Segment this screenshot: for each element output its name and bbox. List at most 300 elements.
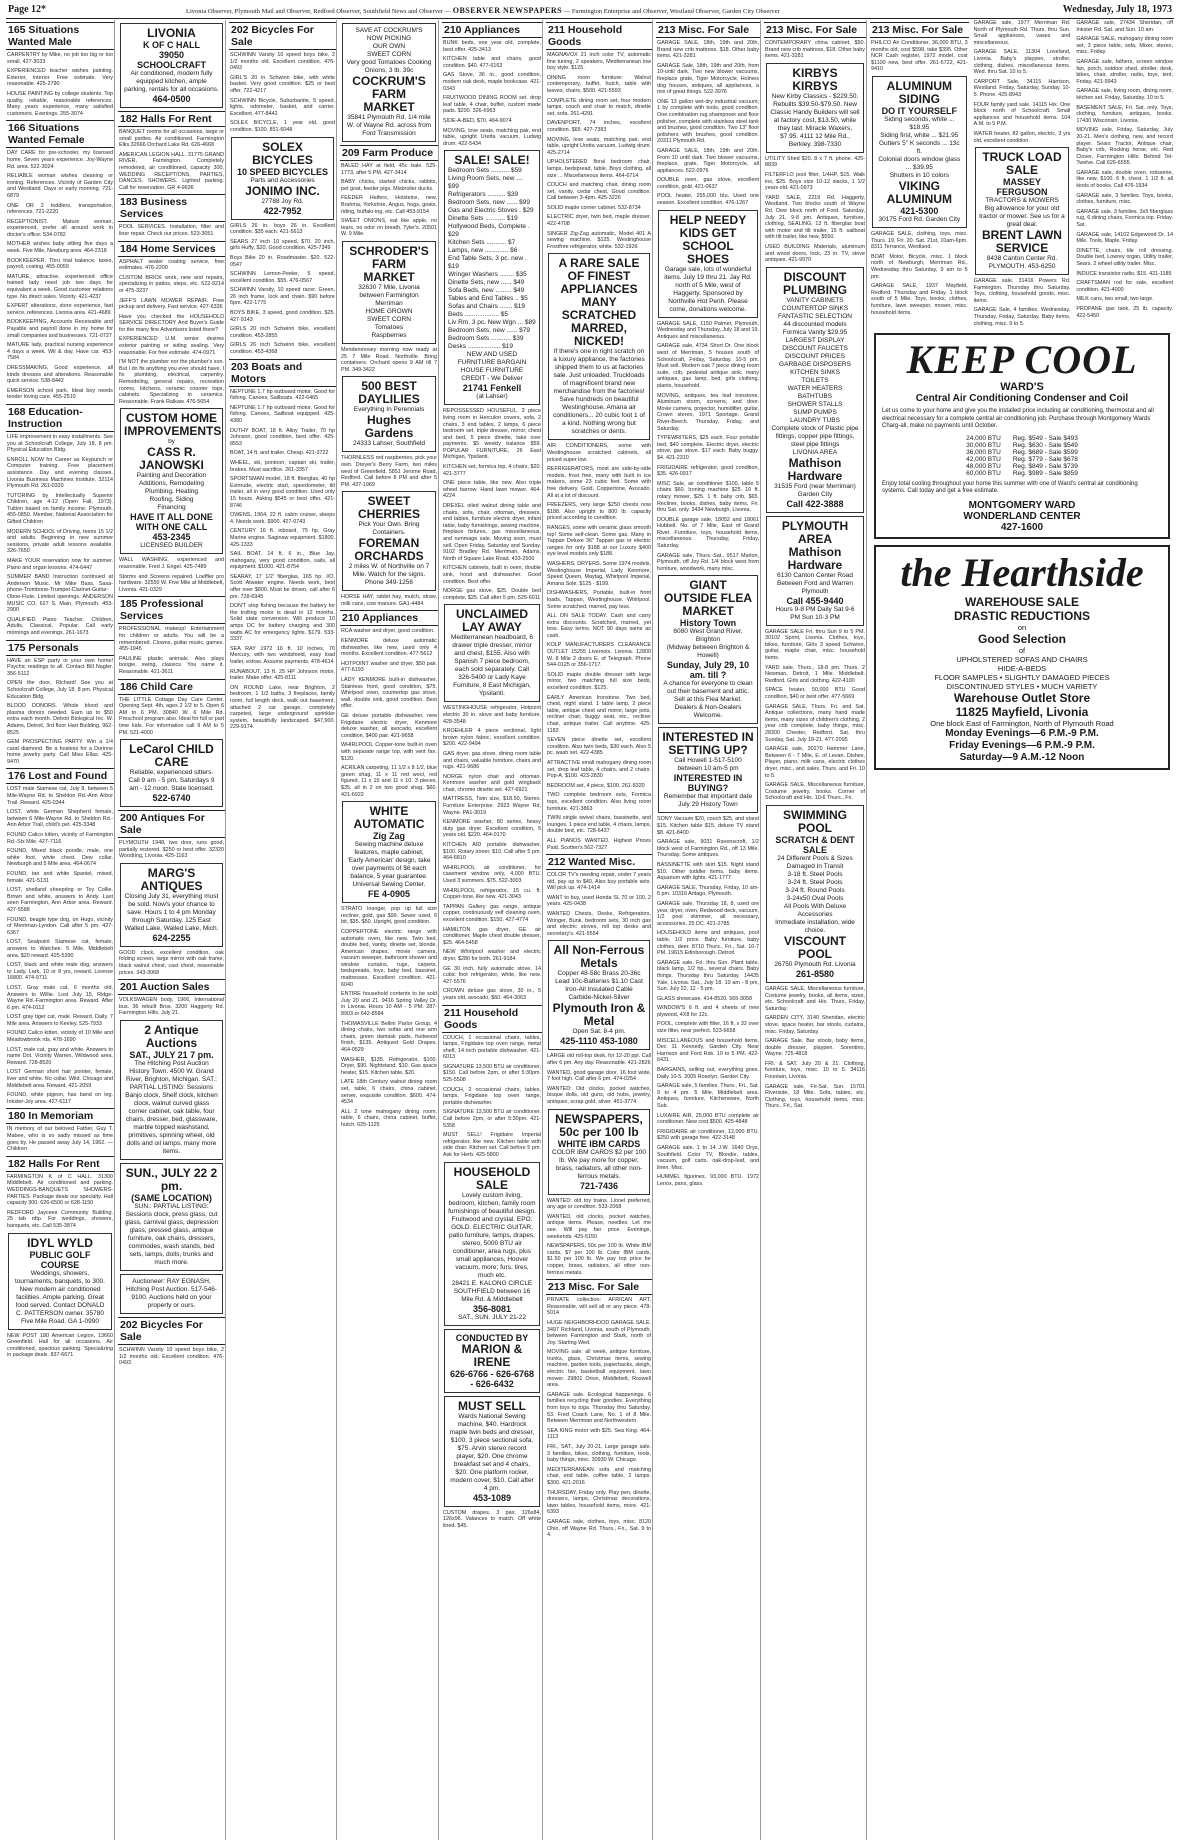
display-ad-title: SOLEX BICYCLES	[252, 139, 313, 167]
display-ad-line: Siding seconds, white ... $18.95	[884, 115, 955, 131]
classified-ad: BUNK beds, one year old, complete, best offer. 425-3413	[443, 40, 541, 53]
display-ad-address: 35841 Plymouth Rd. 1/4 mile W. of Wayne Rd. across from Ford Transmission	[346, 114, 432, 137]
display-ad-by: by	[168, 438, 175, 446]
display-ad	[342, 23, 436, 142]
classified-ad: GARAGE SALE, 18th, 19th and 20th. From 10 until dark. Two blower vacuums, fireplace, grate, Tiger Motorcycle, all appliances. 522-0976	[657, 147, 759, 174]
display-ad-line1: CONDUCTED BY	[455, 1332, 529, 1343]
classified-ad: ONE OR 2 toddlers, transportation, references. 721-2220	[7, 202, 113, 216]
hearthside-line4: Good Selection	[977, 631, 1066, 646]
classified-ad: GIRLS 20 inch Schwinn bike, excellent condition. 453-2855	[230, 326, 335, 339]
display-ad-text: If there's one in right scratch on a luxury appliance, the factories shipped them to us at factories sale. Just unloaded. Truckloads of magnificent brand new merchandise from the factories! Save hundreds on beautiful Westinghouse, Amana air conditioners... 20 cubic foot 1 of a kind. Nothing wrong but scratches or dents.	[553, 348, 645, 436]
classified-ad: FOUND Calico kitten, vicinity of Farmington Rd.-Six Mile. 427-7116	[7, 832, 113, 845]
display-ad-phone: 522-6740	[152, 793, 191, 804]
classified-ad: REFRIGERATORS, most are side-by-side models, frost free, many with built in ice makers, some 23 cubic feet. Some with free delivery. Gold, Coppertone, Avocado. All at a lot of discount.	[547, 466, 651, 499]
display-ad	[444, 1329, 540, 1393]
classified-ad: UPHOLSTERED floral bedroom chair, lamps, bedspread, table, Boys clothing, all size ... Miscellaneous items. 464-6714	[547, 159, 651, 179]
display-ad	[120, 1020, 223, 1160]
display-ad	[766, 516, 864, 626]
display-ad-line: Gutters 5" K seconds ... 13c ft.	[878, 139, 960, 155]
classified-ad: GARAGE sale, Thursday 18, 8, used ore year, dryer, oven, Redwood deck, vacuum, 1/2 pool skimmer, all necessary, accessories. 25 DC. 421-2785	[657, 900, 759, 927]
classified-ad: AMERICAN LEGION HALL. 31775 GRAND RIVER, Farmington. Completely remodeled, air conditioned, capacity 300. WEDDING RECEPTIONS, PARTIES, DANCES, SHOWERS. Lighted parking. Call for reservation. GR 4-9636	[119, 151, 224, 191]
display-ad-phone: 261-8580	[795, 968, 835, 979]
display-ad-store: LIVONIA AREA	[792, 448, 838, 456]
classified-ad: GARAGE sale, 30270 Hammer Lane, Between 6 - 7 Mile, E. of Levan. Dishes, Player, piano, milk cans, electric clothes dryer, misc., and sales, Thurs. and Fri. 10 to 5.	[765, 746, 865, 779]
display-ad-phone: 721-7436	[579, 1180, 619, 1191]
classified-ad: FRIGIDAIRE air conditioner, 12,000 BTU. $250 with garage free. 422-3148	[657, 1128, 759, 1142]
display-ad	[120, 863, 223, 947]
display-ad-phone: 453-1089	[472, 1492, 512, 1503]
display-ad-title: All Non-Ferrous Metals	[553, 943, 645, 971]
classified-ad: MOTHER wishes baby sitting five days a week. Five Mile, Newburg area. 464-2318	[7, 241, 113, 255]
section-header: 211 Household Goods	[442, 1005, 542, 1033]
classified-ad: DISHWASHERS, Portable, built-in front loads, Tappan, Westinghouse. Whirlpool. Some scratched, marred, pay less.	[547, 590, 651, 610]
display-ad-line: 3-24 ft. Round Pools	[785, 886, 845, 894]
sale-list-item: Living Room Sets, new .... $99	[448, 175, 524, 191]
display-ad-call: Call Howell 1-517-5100 between 10 am-5 pm	[674, 757, 742, 773]
hearthside-line5: of	[1018, 645, 1026, 655]
classified-ad: WINDOW'S 6 ft. and 4 sheets of new plywood, 4X8 for 12c.	[657, 1005, 759, 1018]
keep-cool-store: WARD'S	[1000, 381, 1044, 394]
classified-ad: SINGER Zig-Zag automatic, Model 401 A sewing machine, $125. Westinghouse Frostfree refrigerator, white. 532-1926	[547, 230, 651, 250]
hearthside-ad	[874, 545, 1170, 770]
classified-ad: FOUND, tan and white Spaniel, mixed, female. 421-5131	[7, 871, 113, 884]
display-ad-name: Mathison Hardware	[787, 544, 843, 572]
sale-list-item: Wringer Washers ........ $35	[448, 271, 527, 279]
column-1	[6, 20, 115, 1840]
display-ad-line: SWEET CORN	[367, 51, 411, 58]
keep-cool-headline: KEEP COOL	[906, 337, 1138, 383]
display-ad-phone: 356-8081	[472, 1303, 512, 1314]
classified-ad: TWIN single swivel chairs, bassinette, and lounges. 1 piece end table, 4 chairs, lamps, double bed, etc. 728-6437	[547, 815, 651, 835]
display-ad-line: LAUNDRY TUBS	[790, 416, 840, 424]
classified-ad: DREXEL oiled walnut dining table and chairs, sofa, chair, ottoman, dressers, end tables, furniture electric dryer, infant table, baby furnishings, sewing machine, fireplace fixtures, gas miscellaneous, and rummage sale. Moving soon, must sell. Open Friday, Saturday and Sunday. 9102 Bradley Rd. Merriman, Adams, North of Square Lake Road. 433-2500	[443, 503, 541, 562]
display-ad-text: Sewing machine deluxe features, maple cabinet, 'Early American' design, take over payments of $6 each balance, 5 year guarantee. Universal Sewing Center.	[347, 841, 431, 889]
classified-ad: KITCHEN table and chairs, good condition. $40. 477-6163	[443, 56, 541, 69]
classified-ad: FOUND Calico kitten, vicinity of 10 Mile and Meadowbrook rds. 478-1690	[7, 1030, 113, 1044]
column-2	[118, 20, 226, 1840]
classified-ad: FRI. & SAT. July 20 & 21. Clothing, furniture, toys, misc. 10 to 5. 34116 Fountain, Livonia.	[765, 1060, 865, 1081]
sale-list-item: Sofas and Chairs ....... $19	[448, 303, 525, 311]
section-header: 202 Bicycles For Sale	[229, 22, 336, 50]
section-header: 213 Misc. For Sale	[546, 1279, 652, 1295]
classified-ad: KITCHEN set, formica top, 4 chairs, $20. 421-3777	[443, 464, 541, 477]
display-ad	[444, 1396, 540, 1507]
display-ad-title: LeCarol CHILD CARE	[129, 742, 214, 770]
page-number: Page 12*	[8, 4, 47, 15]
display-ad-name: Mathison Hardware	[787, 455, 843, 483]
classified-ad: SCHWINN Varsity 10 speed boys bike, 2 1/2 months old. Excellent condition. 476-0493	[230, 52, 335, 72]
hearthside-line10: Warehouse Outlet Store	[953, 690, 1091, 705]
classified-ad: TYPEWRITERS, $25 each. Four portable bed, $40 complete. Electric dryer, electric stove, gas stove. $17 each. Baby buggy. $4. 421-2310	[657, 435, 759, 461]
classified-ad: WANTED, old clocks, pocket watches, antique items. Please, needles. Let me see. Will pay fair price. Evenings, weekends. 425-5150	[547, 1213, 651, 1240]
display-ad-title: MARG'S ANTIQUES	[140, 865, 203, 893]
classified-ad: HAVE an ESP party in your own home! Psychic readings to all. Contact Bill Nagler. 356-5112	[7, 657, 113, 677]
display-ad-line: Financing	[157, 504, 186, 512]
display-ad-phones: 425-1110 453-1080	[560, 1036, 638, 1047]
classified-ad: MOVING sale: all week, antique furniture, trunks, glass, Christmas items, sewing machine, garden tools, paperbacks, sleigh, electric fan, basketball equipment, lawn mower. 29801 Orion, Middlebelt, Roswell area.	[547, 1349, 651, 1389]
display-ad-address: 32630 7 Mile, Livonia between Farmington Merriman	[358, 283, 420, 307]
price-row	[960, 470, 1084, 477]
column-8	[764, 20, 867, 1840]
classified-ad: GARAGE SALE, mahogany dining room set, 3 piece table, sofa, Mixer, stereo, misc. Friday.	[1076, 36, 1173, 56]
classified-ad: LOST, Sealpoint Siamese cat, female, answers to Watchee. 5 Mile, Middlebelt area. $20 reward. 425-5390	[7, 939, 113, 959]
classified-ad: GARAGE sale, 3 families. Toys, books, clothes, furniture, misc.	[1076, 192, 1173, 206]
classified-ad: SEARAY, 17 1/2' fiberglas, 165 hp. I/O, Scott Atwater engine. Needs work, best offer over $800. Must be driven, call after 6 pm. 728-6945	[230, 573, 335, 600]
classified-ad: VOLKSWAGEN body, 1966, International bus. 36 rebuilt Bros. 3200 Haggerty Rd. Farmington Hills. July 21.	[119, 997, 224, 1017]
keep-cool-ad	[874, 333, 1170, 539]
keep-cool-location: WONDERLAND CENTER	[963, 510, 1081, 522]
display-ad-sub: SCRATCH & DENT SALE	[775, 834, 855, 855]
section-header: 211 Household Goods	[546, 22, 652, 50]
classified-ad: PRIVATE collection: AFRICAN ART. Reasonable, will sell all or any piece. 478-5014	[547, 1297, 651, 1317]
section-header: 185 Professional Services	[118, 596, 225, 624]
classified-ad: SIGNATURE 13,500 BTU air conditioner, $150. Call before 2pm, or after 5:30pm. 525-5508	[443, 1063, 541, 1084]
classified-ad: GARAGE sale, 5 families. Thurs., Fri., Sat. 9 to 4 pm. 5 Mile, Middlebelt area. Antiques, furniture, Kitchenware, North Sub.	[657, 1083, 759, 1109]
display-ad-name: COCKRUM'S FARM MARKET	[352, 74, 426, 114]
price-cell: Reg. $779 - Sale $678	[1012, 455, 1078, 463]
display-ad-text: SUN.: PARTIAL LISTING: Sessions clock, press glass, cut glass, carnival glass, depression glass, pressed glass, antique furniture, oak chairs, dressers, commodes, wash stands, bed sets, lamps, dolls, trunks and much more.	[124, 1203, 219, 1267]
column-7	[656, 20, 761, 1840]
price-cell: 36,000 BTU	[966, 448, 1001, 456]
keep-cool-body: Let us come to your home and give you the installed price including air conditioning, thermostat and all electrical necessary for a complete central air conditioning job. Purchase through Montgomery Wards Charg-all, make no payments until October.	[882, 408, 1154, 430]
hearthside-line11: 11825 Mayfield, Livonia	[955, 704, 1089, 719]
display-ad-title: SWEET CHERRIES	[357, 494, 420, 522]
classified-ad: GARAGE sale, 31416 Powers Rd. Farmington. Thursday thru Saturday. Toys, clothing, household goods, misc. items.	[973, 278, 1071, 304]
display-ad	[548, 940, 650, 1050]
classified-ad: SEVEN piece dinette set, excellent condition. Also twin beds, $30 each. Also 5 pc. wash set. 422-4385	[547, 737, 651, 757]
display-ad-title: INTERESTED IN SETTING UP?	[662, 730, 754, 758]
display-ad-line: 3-24x50 Oval Pools	[786, 894, 844, 902]
classified-ad: MISC Sale, air conditioner $100, table 5 chairs $60. Ironing machine $25. 10 ft. rotary mower, $25. 1 ft. baby crib, $65. Recliner, books, dishes, baby items, Fri. thru Sat. only. 3434 Newburgh, Livonia.	[657, 480, 759, 514]
classified-ad: WANTED Chests, Desks, Refrigerators, Wringer, Bunk, bedroom sets, 30 inch gas and electric stoves, roll top desks and secretary's. 421-5554	[547, 911, 651, 937]
classified-ad: SEA RAY 1972 16 ft. 10 inches, 70 Mercury, with two windshield, easy load trailer, extras. Assume payments. 478-4614	[230, 645, 335, 665]
display-ad	[975, 147, 1070, 275]
column-4	[340, 20, 439, 1840]
display-ad-line: KITCHEN SINKS	[790, 368, 840, 376]
classified-ad: LOST German short hair pointer, female, liver and white. No collar. Wild. Chicago and Middlebelt area. Reward. 421-2059	[7, 1069, 113, 1089]
section-header: 200 Antiques For Sale	[118, 810, 225, 838]
display-ad-title: A RARE SALE OF FINEST APPLIANCES MANY SCRATCHED MARRED, NICKED!	[558, 256, 640, 349]
classified-ad: LADY KENMORE built-in dishwasher, Stainless front, good condition, $75. Whirlpool oven, countertop gas stove, wall, double sink, good condition. Best offer.	[341, 677, 437, 710]
classified-ad: WASHERS, DRYERS. Some 1974 models, Westinghouse Imperial, Lady Kenmore, Speed Queen, Maytag, Whirlpool Imperial, Amana Sole. $125 - $199.	[547, 560, 651, 587]
section-header: 210 Appliances	[442, 22, 542, 38]
display-ad-phone: 422-7952	[263, 205, 302, 216]
display-ad-dates: SAT., SUN. JULY 21-22	[458, 1313, 526, 1321]
classified-ad: ONE piece table, like new. Also triple wheel barrow. Hand lawn mower. 464-4224	[443, 480, 541, 500]
classified-ad: GARAGE SALE Fri. thru Sun 9 to 5 PM. 30102 Sprint, Livonia. Clothes, toys, bikes, furniture, Girls 3 speed Schwinn, guitar, maple chair, misc. household items.	[765, 628, 865, 662]
classified-ad: WESTINGHOUSE refrigerator, Hotpoint electric 30 in. stove and baby furniture. 428-3548	[443, 705, 541, 725]
classified-ad: MOVING sale, Friday, Saturday, July 20-21. Men's clothing, new, and record player. Sears Tractor, Antique chair, Baby's crib, Rocking horse, etc. Red Clover, Farmington Hills. Behind Tel-Twelve. Call 626-6555.	[1076, 127, 1173, 167]
classified-ad: UTILITY Shed $20. 8 x 7 ft. phone. 425-8839	[765, 155, 865, 169]
classified-ad: MISCELLANEOUS and household items, Dec 11 Kennedy, Garden City. Near Harrison and Ford Rds. 10 to 5 PM. 422-6431	[657, 1037, 759, 1064]
display-ad-phone: Call 422-3888	[786, 498, 844, 509]
classified-ad: MATURE lady, practical nursing experience 4 days a week. Wil & day. Have car. 453-7584	[7, 342, 113, 362]
classified-ad: RANGES, some with ceramic glass smooth top! Some self-clean. Some gas. Many in Tappan Deluxe 36" Tappan gas or electric ranges for only $188 at our Luxury $400 eye level models only $188.	[547, 524, 651, 558]
hearthside-hours-3: Saturday—9 A.M.-12 Noon	[959, 751, 1085, 763]
classified-ad: DOUBLE oven, gas stove, excellent condition, gold. 421-0637	[657, 177, 759, 190]
column-9-listings	[870, 20, 1174, 327]
classified-ad: FRI., SAT., July 20-21. Large garage sale. 3 families, bikes, clothing, furniture, tools, baby things, misc. 30930 W. Chicago.	[547, 1444, 651, 1464]
classified-ad: GE deluxe portable dishwasher, new Frigidaire electric dryer, Kenmore deluxe washer, all avocado, excellent condition, $400 pair. 421-9658	[341, 713, 437, 739]
display-ad-address: 6080 West Grand River, Brighton	[673, 628, 743, 644]
classified-ad: RELIABLE woman wishes cleaning or ironing. References. Vicinity of Garden City and Westland. Days or early morning. 721-6879	[7, 173, 113, 199]
display-ad-name: JONIMO INC.	[245, 183, 320, 198]
classified-ad: ASPHALT sealer coating service, free estimates. 476-2200	[119, 258, 224, 272]
classified-ad: SIGNATURE 13,500 BTU air conditioner. Call before 2pm, or after 5:30pm. 421-5358	[443, 1109, 541, 1129]
classified-ad: WANTED: old toy trains. Lionel preferred, any age or condition. 533-2068	[547, 1197, 651, 1211]
price-cell: 42,000 BTU	[966, 455, 1001, 463]
price-cell: Reg. $849 - Sale $739	[1012, 462, 1078, 470]
classified-ad: GARAGE sale, living room, dining room, kitchen set. Friday, Saturday. 10 to 5.	[1076, 88, 1173, 101]
classified-ad: FOUND, Mixed black poodle, male, one white foot, white chest. Dew collar. Newburgh and 5 Mile area. 464-0674	[7, 848, 113, 868]
display-ad-line: Formica Vanity $29.95	[782, 328, 848, 336]
classified-ad: RECEPTIONIST. Mature woman, experienced, prefer all around work in doctor's office. 534-0782	[7, 218, 113, 238]
display-ad-text: (Midway between Brighton & Howell)	[666, 644, 750, 660]
sale-list-note: (at Lahser)	[476, 393, 508, 401]
classified-ad: GAS Stove, 36 in., good condition, modern oak desk, maple bookcase. 421-0343	[443, 72, 541, 92]
display-ad-address: 27788 Joy Rd.	[261, 197, 304, 205]
column-5	[442, 20, 543, 1840]
classified-ad: Have you checked the HOUSEHOLD SERVICE DIRECTORY And Buyer's Guide for the many fine Advertisers listed there?	[119, 313, 224, 333]
classified-ad: ATTRACTIVE small mahogany dining room set, drop leaf table, 4 chairs, and 2 chairs. Pop-A. $100. 423-2830	[547, 759, 651, 780]
classified-ad: RCA washer and dryer, good condition.	[341, 628, 435, 635]
classified-ad: LOST, shetland sheepdog or Toy Collie. Brown and white, answers to Andy. Last seen Farmington, Ann Arbor area. Reward. 427-5588	[7, 887, 113, 913]
classified-ad: FOUND, beagle type dog, on Hugo, vicinity of Merriman-Lyndon. Call after 5 pm. 427-6367	[7, 916, 113, 936]
classified-ad: COUCH, 1 occasional chairs, tables, lamps, Frigidaire top oven range, metal shelf, 14 inch portable dishwasher. 421-6013	[443, 1034, 541, 1061]
display-ad	[658, 727, 758, 813]
classified-ad: GARAGE sale, 1 to 14 J.W. 1640 Orys, Southfield. Color TV, Blondie, tables, vacuum, golf carts, oak-drop-leaf, and linen. Misc.	[657, 1144, 759, 1171]
section-header: 183 Business Services	[118, 194, 225, 222]
display-ad-text: Reliable, experienced sitters. Call 9 am - 5 pm, Saturdays 9 am - 12 noon. State licensed.	[128, 769, 215, 793]
column-3	[229, 20, 337, 1840]
display-ad-line: FANTASTIC SELECTION	[778, 312, 852, 320]
classified-ad: LOST, black and white male dog, answers to Lady, Lark, 10 or 8 yrs, reward. License 16800. 474-9711	[7, 962, 113, 982]
classified-ad: DUTHY BOAT, 18 ft. Alloy Trailer, 70 hp Johnson, good condition, best offer. 425-8553	[230, 427, 335, 447]
hearthside-line1: WAREHOUSE SALE	[964, 594, 1079, 609]
classified-ad: ELECTRIC dryer, twin bed, maple dresser. 422-4708	[547, 214, 651, 228]
display-ad	[8, 1233, 112, 1330]
sale-list-item: Desks .................. $19	[448, 343, 514, 351]
classified-ad: GOOD clock, excellent condition, oak folding screen, large mirror with oak frame, black walnut chest, cast chest, reasonable prices. 343-3068	[119, 949, 224, 976]
display-ad-text: Very good Tomatoes Cooking Onions, 3 lb. 39c	[346, 59, 432, 74]
sale-list-item: Bedroom Sets .......... $59	[448, 167, 522, 175]
classified-ad: BARGAINS, selling out, everything goes. Daily 10-5. 2005 Roselyn, Garden City.	[657, 1067, 759, 1080]
display-ad	[766, 267, 864, 513]
display-ad-text: Air conditioned, modern fully equipped kitchen, ample parking, rentals for all occasions.	[124, 70, 219, 93]
classified-ad: MATTRESS, Twin size, $18.50, Stereo. Furniture Enterprise. 2923 Wayne Rd, Wayne. PA1-3019	[443, 796, 541, 816]
price-row	[960, 435, 1084, 442]
display-ad-line: BATHTUBS	[797, 392, 833, 400]
display-ad-text: Big allowance for your old tractor or mower. See us for a great deal.	[979, 205, 1065, 229]
section-header: 212 Wanted Misc.	[546, 854, 652, 870]
sale-list-item: Hollywood Beds, Complete . $29	[448, 223, 530, 239]
display-ad-hours: Open Sat. 8-4 pm.	[572, 1028, 626, 1036]
classified-ad: DINETTE, chairs, tile roll dressing. Double bed, Lowrey organ, Utility trailer, Sears. 2 wheel utility trailer. Misc.	[1076, 247, 1173, 267]
price-cell: Reg. $549 - Sale $493	[1012, 434, 1078, 442]
classified-ad: WHIRLPOOL Copper-tone built-in oven with separate range top, with vent fan. $120.	[341, 742, 437, 762]
keep-cool-price-table	[960, 435, 1084, 477]
classified-ad: MOVING, love seats, matching pair, end table, upright Uretta vacuum, Ludwig drum. 425-2714	[547, 136, 651, 156]
display-ad-line: Plumbing, Heating	[144, 488, 199, 496]
keep-cool-phone: 427-1600	[1000, 521, 1044, 533]
classified-ad: THORNLESS red raspberries, pick your own. Dreyer's Berry Farm, two miles west of Greenfield. 5851 Jerome Road, Redford. Call before 8 PM and after 5 PM. 437-1969	[341, 455, 437, 488]
price-cell: 30,000 BTU	[966, 441, 1001, 449]
classified-ad: WALL WASHING, experienced and reasonable. Fred J. Engel. 425-7489	[119, 557, 224, 570]
display-ad	[120, 408, 223, 554]
classified-ad: WHIRLPOOL air conditioner, for casement window only, 4,000 BTU. Used 3 summers. $75. 522-3003	[443, 864, 541, 884]
section-header: 213 Misc. For Sale	[656, 22, 760, 38]
display-ad-title: SCHRODER'S FARM MARKET	[349, 243, 429, 284]
price-cell: Reg. $989 - Sale $859	[1012, 469, 1078, 477]
classified-ad: SCHWINN Lemon-Peeler, 5 speed, excellent condition. $55. 476-0567	[230, 271, 335, 284]
classified-ad: GARDEN CITY, 3140 Sheridan, electric stove, space heater, bar stools, curtains, misc. Friday, Saturday.	[765, 1015, 865, 1035]
display-ad-name: MARION & IRENE	[461, 1341, 523, 1369]
classified-ad: SUMMER BAND Instruction continued at Anderson Music. Mr Mike Bass, Saxa-phone-Trombone-Trumpet-Clarinet-Guitar-Oboe-Flute. Limited openings. ANDERSON MUSIC CO. 627 S. Main, Plymouth. 453-2900	[7, 574, 113, 614]
classified-ad: MAGNAVOX 21 inch color TV, automatic fine tuning, 2 speakers, Mediterranean low boy style. $125.	[547, 52, 651, 72]
classified-ad: SEARS 27 inch 10 speed, $70. 20 inch, girls Huffy, $20. Good condition. 425-7349	[230, 238, 335, 252]
classified-ad: GIRLS 26 in. boys 26 in. Excellent condition. $35 each. 421-5613	[230, 222, 335, 236]
price-cell: 60,000 BTU	[966, 469, 1001, 477]
classified-ad: IN memory of our beloved Father, Guy T. Mabee, who is so sadly missed as time goes by. He passed away July 14, 1962. — Children	[7, 1126, 113, 1153]
sale-list-item: Beds ................... $5	[448, 311, 508, 319]
classified-ad: BOYS BIKE, 3 speed, good condition. $25. 427-9143	[230, 310, 335, 323]
display-ad-title: 500 BEST DAYLILIES	[358, 379, 420, 407]
display-ad-line: 3-18 ft. Steel Pools	[787, 870, 843, 878]
classified-ad: BANQUET rooms for all occasions, large or small parties. Air conditioned. Farmington Elks 32666 Orchard Lake Rd. 626-4668	[119, 129, 224, 149]
display-ad	[342, 801, 436, 903]
classified-ad: MODERN SCHOOL of Driving, teens 15 1/2 and adults. Beginning in new summer sessions, private adult lessons available. 326-7650	[7, 528, 113, 555]
sale-list-item: End Table Sets, 3 pc. new . $19	[448, 255, 527, 271]
display-ad-line: 3-24 ft. Steel Pools	[787, 878, 843, 886]
classified-ad: POOL, complete with filter, 16 ft. x 32 over size filter, near perfect. 523-6658	[657, 1021, 759, 1035]
classified-ad: SCHWINN Varsity 10 speed boys bike, 2 1/2 months old. Excellent condition. 476-0493	[119, 1347, 224, 1367]
display-ad	[342, 491, 436, 591]
classified-ad: Mendenmosey morning now ready at 25 7 Mile Road. Northville. Bring containers. Orchard opens 9 AM till 7 PM. 349-3422	[341, 346, 437, 373]
sale-list-footer: NEW AND USED FURNITURE BARGAIN HOUSE FURNITURE CREDIT - We Deliver	[457, 351, 527, 383]
column-6	[546, 20, 653, 1840]
section-header: 182 Halls For Rent	[118, 111, 225, 127]
display-ad-title: DISCOUNT PLUMBING	[783, 269, 847, 297]
classified-ad: KOLP MANUFACTURERS CLEARANCE OUTLET 15255 Livernois. Livonia. 12800 W. 8 Mile 2 doors E. of Telegraph. Phone 544-0125 or 356-1717.	[547, 642, 651, 669]
classified-ad: GEM PROSPECTING PARTY. Win a 1/4 carat diamond. Be a hostess for a Dorinne home jewelry party. Call Miss Ellas. 425-9470	[7, 739, 113, 765]
classified-ad: SEA KING motor with $25. Sea King. 464-1113	[547, 1427, 651, 1441]
display-ad-line: TOILETS	[801, 376, 829, 384]
display-ad-line: Roofing, Siding	[149, 496, 194, 504]
publications-left: Livonia Observer, Plymouth Mail and Observer, Redford Observer, Southfield News and Observer —	[186, 8, 452, 15]
classified-ad: GAS dryer, gas stove, dining room table and chairs, valuable furniture, chairs and rugs. 421-9686	[443, 750, 541, 771]
display-ad-line: VANITY CABINETS	[786, 296, 844, 304]
display-ad	[120, 739, 223, 807]
display-ad-line: 24 Different Pools & Sizes	[777, 854, 853, 862]
sale-list-item: Kitchen Sets ........... $7	[448, 239, 516, 247]
display-ad-address: 30175 Ford Rd. Garden City	[878, 215, 961, 223]
classified-ad: KITCHEN cabinets, built in oven, double sink, hood and dishwasher. Good condition. Best offer.	[443, 565, 541, 585]
display-ad-name: CASS R. JANOWSKI	[139, 445, 204, 473]
section-header: 175 Personals	[6, 640, 114, 656]
classified-ad: GARAGE SALE, 11304 Loveland, Livonia. Baby's playpen, stroller, clothing, dishes, miscellaneous items. Wed. thru Sat. 10 to 5.	[973, 49, 1071, 76]
column-9	[870, 20, 1174, 1840]
display-ad-line: Painting and Decoration	[136, 472, 207, 480]
classified-ad: NORGE gas stove, $25. Double bed complete, $25. Call after 5 pm. 525-6011	[443, 588, 541, 601]
classified-ad: SONY Vacuum $20, couch $25, and stand $15. Kitchen table $15, deluxe TV stand $8. 421-8400	[657, 816, 759, 836]
classified-ad: MUST SELL! Frigidaire Imperial refrigerator, like new. Kitchen table with side chair. Kitchen set. Call before 5 pm. Ask for Herb. 425-5800	[443, 1132, 541, 1158]
classified-ad: MOVING, love seats, matching pair, end table, upright Uretta vacuum, Ludwig drum. 422-5434	[443, 127, 541, 147]
sale-list-item: Lamps, new ............. $6	[448, 247, 518, 255]
classified-ad: GARAGE SALE, clothing, toys, misc. Thurs. 19, Fri. 20. Sat. 21st, 10am-6pm. 8311 Terrance, Westland.	[871, 230, 968, 251]
display-ad	[872, 76, 967, 228]
classified-ad: WHEEL, ski, pontoon, captain ski, trailer, brakes. Must sacrifice. 261-3357	[230, 459, 335, 473]
classified-ad: GARAGE sale, Thurs.-Sat., 9517 Marlon, Plymouth, off Joy Rd. 1/4 block west from furniture, woodwork, many misc.	[657, 552, 759, 572]
classified-ad: OWENS, 1964, 22 ft. cabin cruiser, sleeps 4. Needs work. $900. 427-0743	[230, 512, 335, 525]
section-header: 213 Misc. For Sale	[764, 22, 866, 38]
classified-ad: PROFESSIONAL makeup! Entertainment for children or adults. You will be a remembered. Clowns, guitar music, games. 455-1945	[119, 626, 224, 653]
display-ad-address: 28421 E. KALONG CIRCLE	[451, 1279, 533, 1287]
sale-list-ad	[444, 150, 540, 405]
classified-ad: LUXAIRE AIR, 25,000 BTU complete air conditioner. New cost $500. 425-4848	[657, 1112, 759, 1126]
display-ad-line: Siding first, white ... $21.95	[880, 131, 959, 139]
classified-ad: DAVENPORT, 74 inches, excellent condition. $65. 427-7383	[547, 120, 651, 133]
classified-ad: DOUBLE garage sale, 18052 and 18061 Hubbell. No. of 7 Mile, East of Grand River. Furniture, toys, household items, miscellaneous. Thursday, Friday, Saturday.	[657, 516, 759, 550]
display-ad-text: Wards National Sewing machine, $40. Hardrock maple twin beds and dresser, $100. 3 piece sectional sofa, $75. Arvin stereo record player, $20. One chrome breakfast set and 4 chairs, $20. One platform rocker, modern cover, $10. Call after 4 pm.	[449, 1412, 535, 1492]
display-ad-text2: A chance for everyone to clean out their basement and attic. Sell at this Flea Market. Dealers & Non-Dealers Welcome.	[663, 680, 753, 720]
classified-ad: COUCH and matching chair, dining room set, vanity, cedar chest. Good condition. Call between 3-4pm. 425-3226	[547, 182, 651, 202]
section-header: 209 Farm Produce	[340, 145, 438, 161]
display-ad-phone: 453-2345	[152, 532, 191, 543]
classified-ad: CUSTOM BRICK work, new and repairs, specializing in patios, steps, etc. 522-9214 or 475-3237	[119, 274, 224, 294]
classified-ad: GLASS showcase. 414-8520. 565-3058	[657, 995, 752, 1002]
classified-ad: GARAGE sale, clothes, toys, misc. 8120 Ohio, off Wayne Rd. Thurs., Fri., Sat. 9 to 4.	[547, 1518, 651, 1539]
display-ad-line: GARBAGE DISPOSERS	[779, 360, 851, 368]
classified-ad: GARAGE Sale, 4 families. Wednesday, Thursday, Friday, Saturday. Baby items, clothing, misc. 9 to 5.	[973, 307, 1071, 327]
section-header: 182 Halls For Rent	[6, 1156, 114, 1172]
sale-list-item: Sofa Beds, new ......... $49	[448, 287, 525, 295]
sale-list-item: Bedroom Sets, new ...... $99	[448, 199, 531, 207]
display-ad-line: SHOWER STALLS	[787, 400, 843, 408]
hearthside-line6: UPHOLSTERED SOFAS AND CHAIRS	[956, 654, 1088, 664]
display-ad	[548, 1109, 650, 1195]
classified-ad: GARAGE SALE, 1150 Palmer, Plymouth, Wednesday and Thursday, July 18 and 19. Antiques and miscellaneous.	[657, 320, 759, 340]
display-ad-address: 31535 Ford (near Merriman) Garden City	[774, 482, 856, 498]
display-ad-name: FOREMAN ORCHARDS	[354, 536, 424, 564]
display-ad-title: HOUSEHOLD SALE	[453, 1164, 531, 1192]
classified-ad: MOVING, antiques, tea leaf ironstone, Aluminum storm, screens, and door. Movie camera, projector, humidifier, guitar, Crown stereo, 1971 Sportage. Grand River-Beech. Thursday, Friday, and Saturday.	[657, 392, 759, 432]
section-header: 213 Misc. For Sale	[870, 22, 969, 38]
section-header: 186 Child Care	[118, 679, 225, 695]
classified-ad: MATURE, attractive, experienced office trained lady need job two days for equivalent a week. Good customer relations type. No direct sales. Vicinity. 421-4237	[7, 273, 113, 300]
classified-ad: POOL heater, 255,000 btu. Used one season. Excellent condition. 476-1267	[657, 193, 759, 207]
classified-ad: LATE 18th Century walnut dining room set, table, 6 chairs, china cabinet, server, exquisite condition. $600. 474-4534	[341, 1079, 437, 1106]
classified-ad: SPACE heater, 50,000 BTU Good condition, $40 or best offer. 477-5669	[765, 687, 865, 701]
display-ad-text: Auctioneer: RAY EGNASH, Hitching Post Auction. 517-546-9100. Auctions held on your property or ours.	[125, 1278, 218, 1310]
display-ad-line: Colonial doors window glass ... $39.95	[878, 155, 961, 171]
classified-ad: SAIL BOAT, 14 ft, 6 in., Blue Jay, mahogany, very good condition, sails, all equipment. $1000. 421-8754	[230, 551, 335, 571]
hearthside-line9: DISCONTINUED STYLES • MUCH VARIETY	[946, 681, 1098, 691]
publications-right: — Farmington Enterprise and Observer, Westland Observer, Garden City Observer	[563, 8, 780, 15]
classified-ad: WATER heater, 82 gallon, electric, 3 yrs old, excellent condition.	[973, 130, 1071, 144]
classified-ad: COLOR TV's needing repair, under 7 years old, pay up to $40. Also buy portable sets. Will pick up. 474-1414	[547, 872, 651, 892]
classified-ad: EMERSON school park. Ideal boy needs tender loving care. 455-2510	[7, 387, 113, 401]
display-ad	[658, 210, 758, 318]
display-ad-title: GIANT OUTSIDE FLEA MARKET	[663, 578, 752, 619]
display-ad-title: IDYL WYLD	[27, 1235, 93, 1250]
display-ad-title: ALUMINUM SIDING	[886, 78, 952, 106]
classified-ad: QUALIFIED Piano Teacher. Children, Adults, Classical, Popular. Call early mornings and evenings. 261-1673	[7, 616, 113, 636]
classified-ad: GIRLS 26 inch Schwinn bike, excellent condition. 453-4368	[230, 342, 335, 356]
classified-ad: USED BUILDING Materials, aluminum and wood doors, lock, 23 in. TV, stove antiques. 421-9970	[765, 243, 865, 264]
classified-ad: NEW POST 180 American Legion, 13660 Greenfield. Hall for all occasions. Air conditioned, spacious parking. Specializing in package deals. 837-6671	[7, 1332, 113, 1359]
hearthside-line7: HIDE-A-BEDS	[997, 663, 1047, 673]
display-ad-name: VIKING ALUMINUM	[886, 178, 952, 206]
